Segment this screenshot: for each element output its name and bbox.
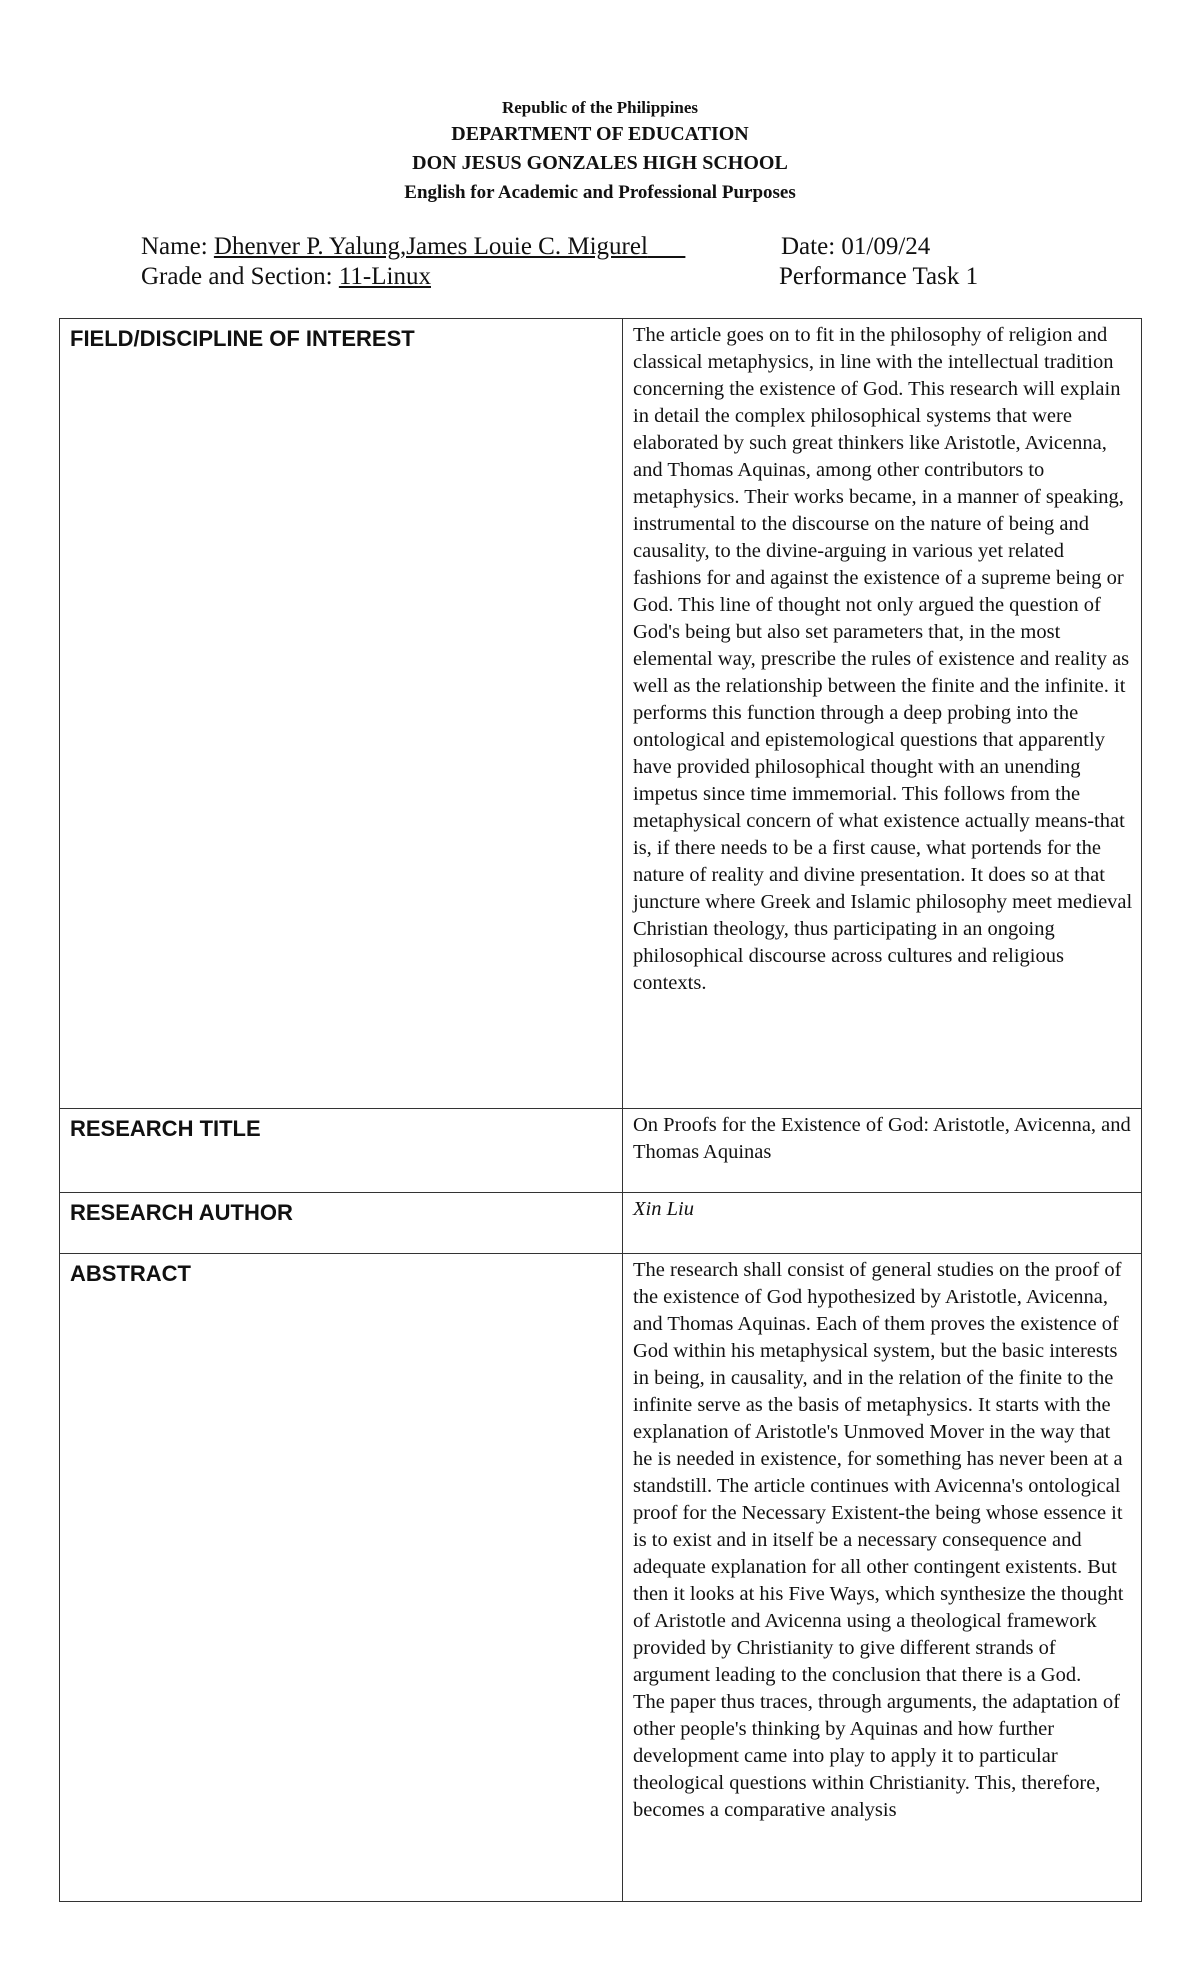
school-name: DON JESUS GONZALES HIGH SCHOOL bbox=[412, 152, 788, 174]
title-content: On Proofs for the Existence of God: Aristotle, Avicenna, and Thomas Aquinas bbox=[623, 1109, 1142, 1193]
author-content: Xin Liu bbox=[623, 1193, 1142, 1254]
field-content: The article goes on to fit in the philosophy of religion and classical metaphysics, in line with the intellectual tradition concerning the existence of God. This research will explain in detail the complex philosophical systems that were elaborated by such great thinkers like Aristotle, Avicenna, and Thomas Aquinas, among other contributors to metaphysics. Their works became, in a manner of speaking, instrumental to the discourse on the nature of being and causality, to the divine-arguing in various yet related fashions for and against the existence of a supreme being or God. This line of thought not only argued the question of God's being but also set parameters that, in the most elemental way, prescribe the rules of existence and reality as well as the relationship between the finite and the infinite. it performs this function through a deep probing into the ontological and epistemological questions that apparently have provided philosophical thought with an unending impetus since time immemorial. This follows from the metaphysical concern of what existence actually means-that is, if there needs to be a first cause, what portends for the nature of reality and divine presentation. It does so at that juncture where Greek and Islamic philosophy meet medieval Christian theology, thus participating in an ongoing philosophical discourse across cultures and religious contexts. bbox=[623, 319, 1142, 1109]
title-label: RESEARCH TITLE bbox=[60, 1109, 623, 1193]
author-label: RESEARCH AUTHOR bbox=[60, 1193, 623, 1254]
task-title: Performance Task 1 bbox=[779, 263, 979, 290]
table-row bbox=[60, 1109, 1142, 1193]
republic-line: Republic of the Philippines bbox=[501, 98, 698, 117]
table-row bbox=[60, 1193, 1142, 1254]
grade-label: Grade and Section: bbox=[141, 263, 333, 290]
grade-value: 11-Linux bbox=[338, 263, 431, 290]
student-info bbox=[141, 232, 1041, 292]
subject-name: English for Academic and Professional Purposes bbox=[404, 182, 796, 203]
date-field bbox=[781, 232, 930, 262]
abstract-paragraph-1: The research shall consist of general studies on the proof of the existence of God hypothesized by Aristotle, Avicenna, and Thomas Aquinas. Each of them proves the existence of God within his metaphysical system, but the basic interests in being, in causality, and in the relation of the finite to the infinite serve as the basis of metaphysics. It starts with the explanation of Aristotle's Unmoved Mover in the way that he is needed in existence, for something has never been at a standstill. The article continues with Avicenna's ontological proof for the Necessary Existent-the being whose essence it is to exist and in itself be a necessary consequence and adequate explanation for all other contingent existents. But then it looks at his Five Ways, which synthesize the thought of Aristotle and Avicenna using a theological framework provided by Christianity to give different strands of argument leading to the conclusion that there is a God. bbox=[633, 1259, 1124, 1686]
table-row bbox=[60, 319, 1142, 1109]
name-label: Name: bbox=[141, 233, 208, 260]
name-value: Dhenver P. Yalung,James Louie C. Migurel bbox=[213, 233, 648, 260]
document-header bbox=[0, 96, 1200, 207]
field-label: FIELD/DISCIPLINE OF INTEREST bbox=[60, 319, 623, 1109]
date-label: Date: bbox=[781, 233, 836, 260]
research-form-table bbox=[59, 318, 1142, 1902]
abstract-paragraph-2: The paper thus traces, through arguments, the adaptation of other people's thinking by Aquinas and how further development came into play to apply it to particular theological questions within Christianity. This, therefore, becomes a comparative analysis bbox=[633, 1691, 1120, 1821]
name-underline-fill bbox=[648, 233, 686, 260]
name-row bbox=[141, 232, 1041, 262]
grade-row bbox=[141, 262, 1041, 292]
date-value: 01/09/24 bbox=[841, 233, 931, 260]
abstract-label: ABSTRACT bbox=[60, 1254, 623, 1902]
table-row bbox=[60, 1254, 1142, 1902]
abstract-cell bbox=[623, 1254, 1142, 1902]
department-line: DEPARTMENT OF EDUCATION bbox=[451, 123, 749, 145]
